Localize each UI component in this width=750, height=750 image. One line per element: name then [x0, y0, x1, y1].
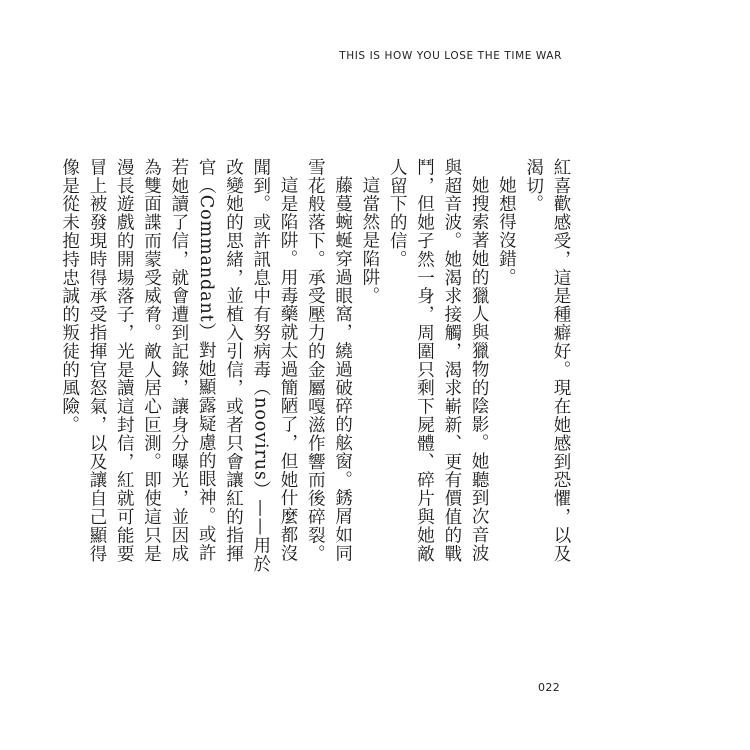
running-head: THIS IS HOW YOU LOSE THE TIME WAR: [339, 50, 562, 62]
paragraph-4: 這當然是陷阱。: [359, 175, 380, 305]
paragraph-1: 紅喜歡感受，這是種癖好。現在她感到恐懼，以及渴切。: [523, 158, 571, 563]
page-number: 022: [538, 681, 561, 694]
paragraph-2: 她想得沒錯。: [496, 175, 517, 286]
vertical-text-block: [55, 158, 574, 578]
paragraph-5: 藤蔓蜿蜒穿過眼窩，繞過破碎的舷窗。銹屑如同雪花般落下。承受壓力的金屬嘎滋作響而後碎裂。: [305, 158, 353, 563]
paragraph-6: 這是陷阱。用毒藥就太過簡陋了，但她什麼都沒聞到。或許訊息中有努病毒（noovirus）——用於改變她的思緒，並植入引信，或者只會讓紅的指揮官（Commandant）對她顯露疑慮的眼神。或許若她讀了信，就會遭到記錄，讓身分曝光，並因成為雙面諜而蒙受威脅。敵人居心叵測。即使這只是漫長遊戲的開場落子，光是讀這封信，紅就可能要冒上被發現時得承受指揮官怒氣，以及讓自己顯得像是從未抱持忠誠的叛徒的風險。: [59, 158, 299, 573]
paragraph-3: 她搜索著她的獵人與獵物的陰影。她聽到次音波與超音波。她渴求接觸，渴求嶄新、更有價值的戰鬥，但她孑然一身，周圍只剩下屍體、碎片與她敵人留下的信。: [387, 158, 490, 563]
